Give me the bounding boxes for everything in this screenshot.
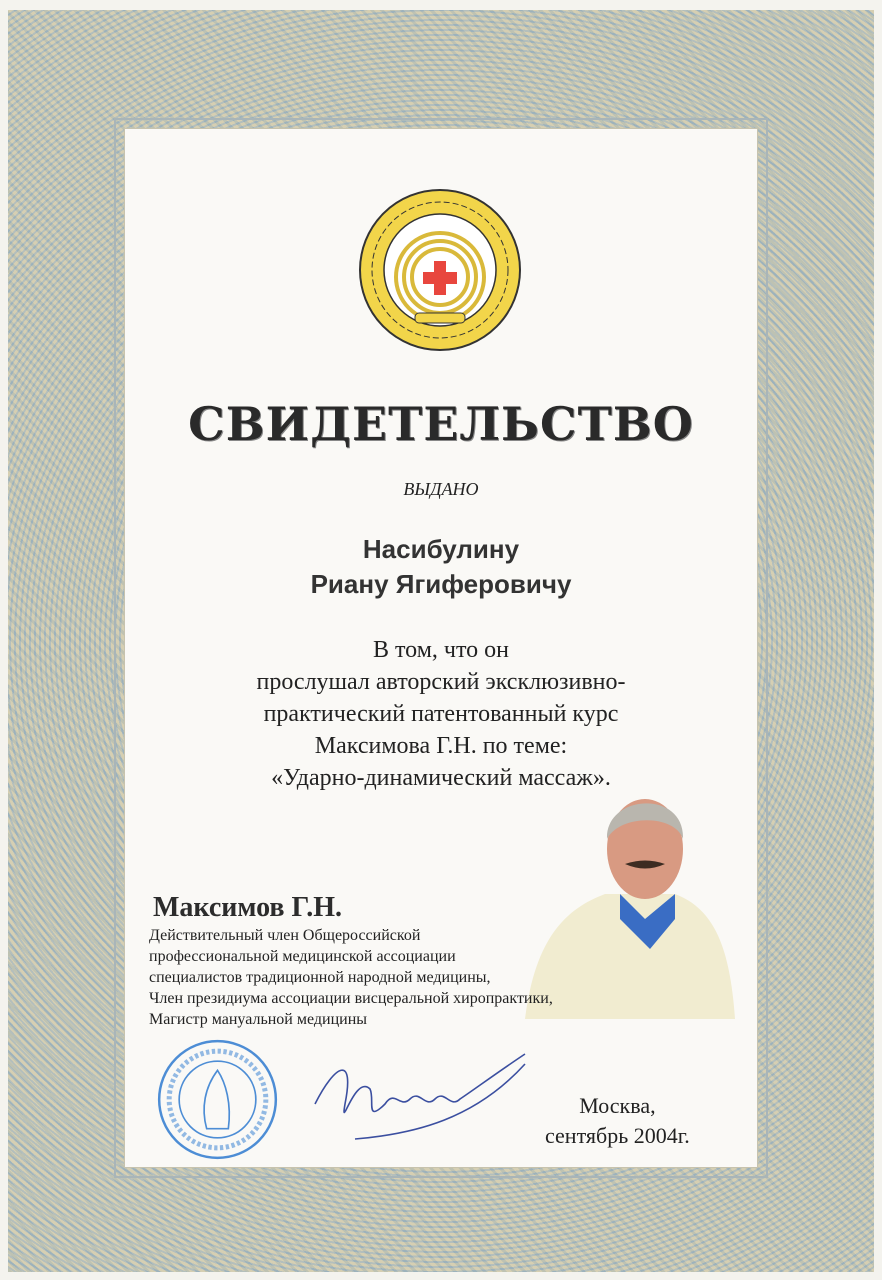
certificate-title: СВИДЕТЕЛЬСТВО [188,397,694,451]
signer-title-line: Член президиума ассоциации висцеральной хиропрактики, [149,990,553,1007]
signer-photo [525,769,735,1019]
body-line: В том, что он [373,637,509,663]
body-line: Максимова Г.Н. по теме: [314,733,568,759]
issued-label: ВЫДАНО [403,479,479,499]
recipient-surname: Насибулину [362,534,520,564]
signer-title-line: Действительный член Общероссийской [149,927,421,944]
recipient-name: Риану Ягиферовичу [310,569,572,599]
signer-title-line: Магистр мануальной медицины [149,1011,368,1028]
signer-name: Максимов Г.Н. [153,892,342,923]
body-line: прослушал авторский эксклюзивно- [256,669,626,695]
place-date [545,1091,690,1151]
signer-title-line: профессиональной медицинской ассоциации [149,948,456,965]
signature [295,1044,535,1154]
association-logo [355,185,525,355]
association-stamp [155,1037,280,1162]
signer-titles [149,925,553,1030]
issue-date: сентябрь 2004г. [545,1123,690,1148]
city: Москва, [579,1093,656,1118]
body-line: «Ударно-динамический массаж». [271,765,611,791]
certificate-body [124,128,758,1168]
body-line: практический патентованный курс [263,701,619,727]
signer-title-line: специалистов традиционной народной медицины, [149,969,491,986]
